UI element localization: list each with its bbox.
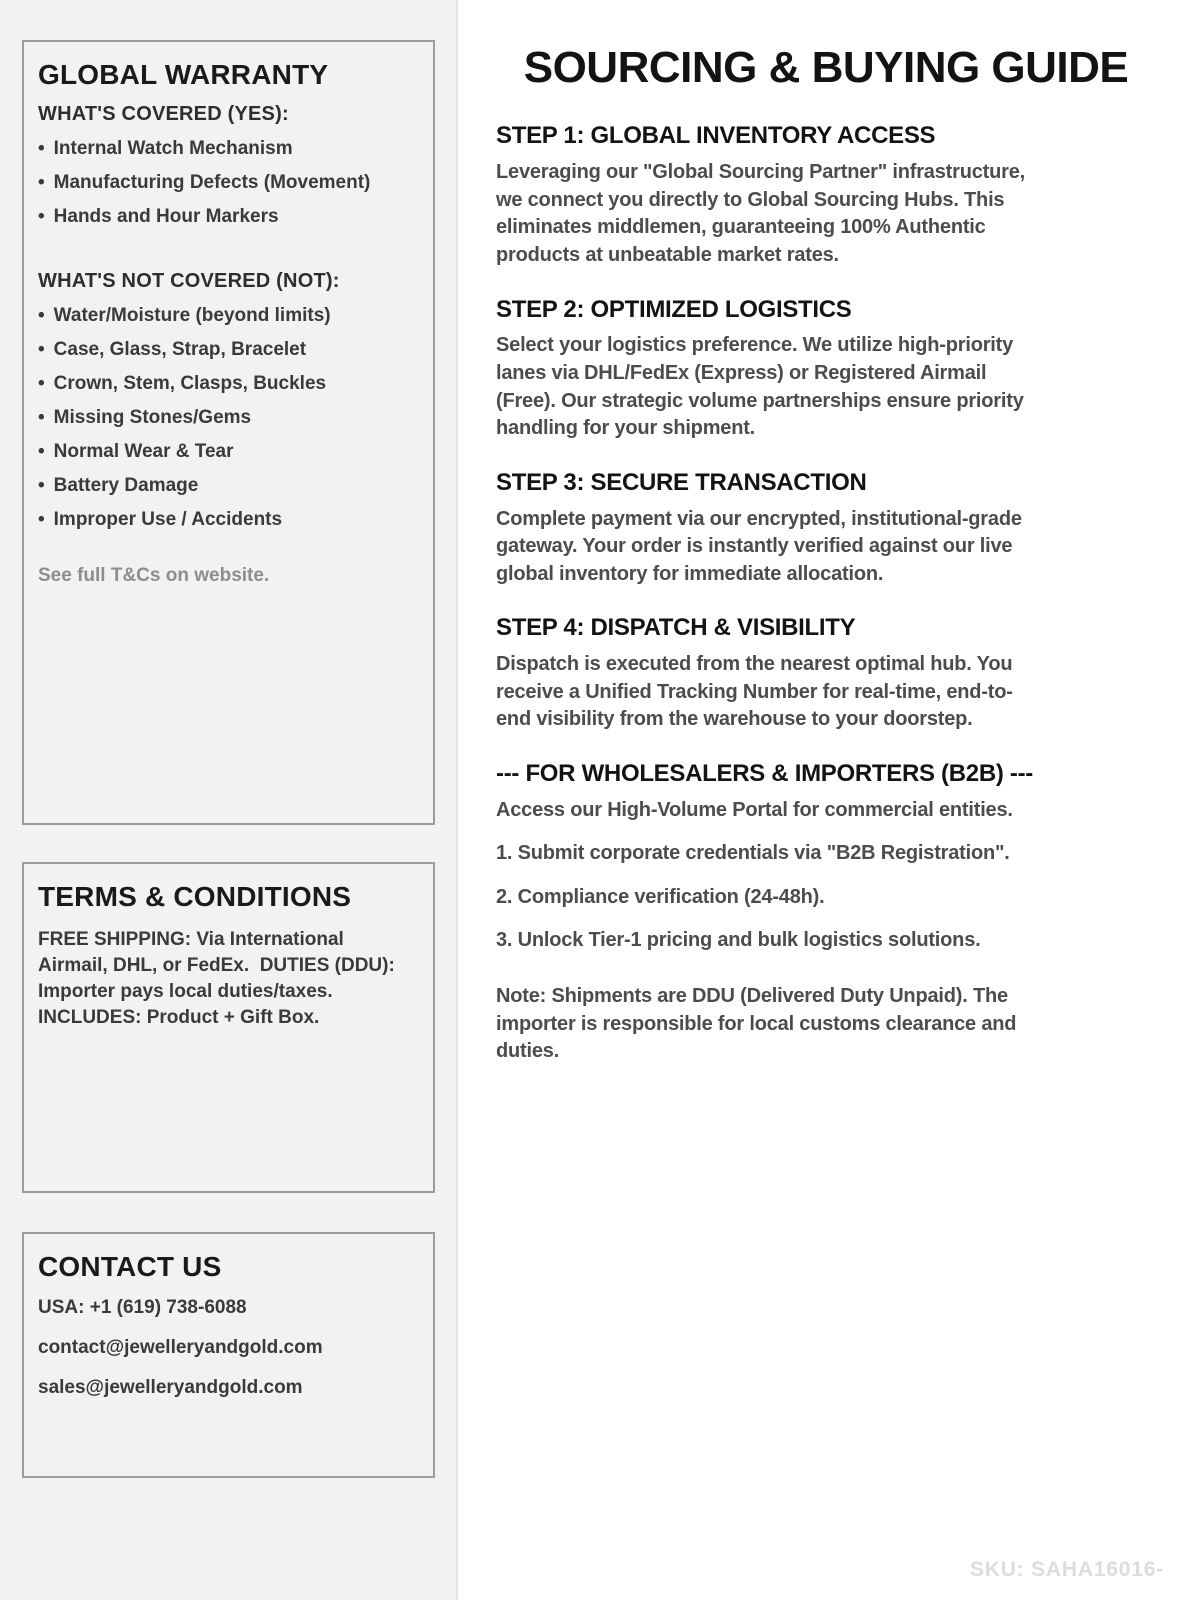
step-2-section xyxy=(496,296,1044,443)
b2b-item-2: 2. Compliance verification (24-48h). xyxy=(496,885,825,908)
terms-body: FREE SHIPPING: Via International Airmail, DHL, or FedEx. DUTIES (DDU): Importer pays local duties/taxes. INCLUDES: Product + Gift Box. xyxy=(38,928,401,1028)
list-item-label: Normal Wear & Tear xyxy=(53,440,234,462)
step-1-heading: STEP 1: GLOBAL INVENTORY ACCESS xyxy=(496,122,936,150)
step-2-body: Select your logistics preference. We utilize high-priority lanes via DHL/FedEx (Express) or Registered Airmail (Free). Our strategic volume partnerships ensure priority handling for your shipment. xyxy=(496,334,1024,440)
bullet-icon: • xyxy=(38,171,45,193)
step-3-heading: STEP 3: SECURE TRANSACTION xyxy=(496,468,867,496)
list-item xyxy=(38,170,415,196)
list-item xyxy=(38,473,415,499)
guide-main xyxy=(458,0,1200,1600)
b2b-item-3: 3. Unlock Tier-1 pricing and bulk logistics solutions. xyxy=(496,929,981,952)
terms-conditions-panel xyxy=(22,862,435,1193)
bullet-icon: • xyxy=(38,440,45,462)
list-item xyxy=(38,507,415,533)
global-warranty-panel xyxy=(22,40,435,825)
b2b-heading: --- FOR WHOLESALERS & IMPORTERS (B2B) --- xyxy=(496,759,1033,787)
list-item-label: Water/Moisture (beyond limits) xyxy=(53,304,331,326)
list-item xyxy=(38,371,415,397)
step-4-heading: STEP 4: DISPATCH & VISIBILITY xyxy=(496,614,856,642)
step-3-section xyxy=(496,469,1044,589)
step-2-heading: STEP 2: OPTIMIZED LOGISTICS xyxy=(496,295,852,323)
bullet-icon: • xyxy=(38,372,45,394)
terms-title: TERMS & CONDITIONS xyxy=(38,881,352,912)
bullet-icon: • xyxy=(38,205,45,227)
warranty-title: GLOBAL WARRANTY xyxy=(38,59,329,90)
b2b-item-1: 1. Submit corporate credentials via "B2B Registration". xyxy=(496,842,1010,865)
step-3-body: Complete payment via our encrypted, institutional-grade gateway. Your order is instantly verified against our live global inventory for immediate allocation. xyxy=(496,507,1022,585)
list-item xyxy=(38,204,415,230)
list-item-label: Case, Glass, Strap, Bracelet xyxy=(53,338,307,360)
not-covered-list xyxy=(38,303,415,533)
list-item xyxy=(38,439,415,465)
contact-us-panel xyxy=(22,1232,435,1478)
contact-title: CONTACT US xyxy=(38,1251,222,1282)
list-item-label: Manufacturing Defects (Movement) xyxy=(53,171,371,193)
list-item xyxy=(38,337,415,363)
list-item-label: Missing Stones/Gems xyxy=(53,406,252,428)
contact-phone: USA: +1 (619) 738-6088 xyxy=(38,1296,247,1318)
b2b-intro: Access our High-Volume Portal for commercial entities. xyxy=(496,798,1013,821)
b2b-note: Note: Shipments are DDU (Delivered Duty Unpaid). The importer is responsible for local customs clearance and duties. xyxy=(496,985,1017,1063)
list-item-label: Crown, Stem, Clasps, Buckles xyxy=(53,372,327,394)
sku-label: SKU: SAHA16016- xyxy=(969,1558,1164,1581)
warranty-footnote: See full T&Cs on website. xyxy=(38,564,270,586)
list-item xyxy=(38,136,415,162)
info-sidebar xyxy=(0,0,458,1600)
bullet-icon: • xyxy=(38,474,45,496)
contact-email-sales: sales@jewelleryandgold.com xyxy=(38,1376,303,1398)
covered-list xyxy=(38,136,415,230)
contact-email-primary: contact@jewelleryandgold.com xyxy=(38,1336,323,1358)
list-item xyxy=(38,405,415,431)
list-item-label: Hands and Hour Markers xyxy=(53,205,279,227)
bullet-icon: • xyxy=(38,406,45,428)
bullet-icon: • xyxy=(38,338,45,360)
not-covered-subtitle: WHAT'S NOT COVERED (NOT): xyxy=(38,269,340,292)
bullet-icon: • xyxy=(38,508,45,530)
step-4-body: Dispatch is executed from the nearest optimal hub. You receive a Unified Tracking Number for real-time, end-to-end visibility from the warehouse to your doorstep. xyxy=(496,653,1013,731)
list-item-label: Internal Watch Mechanism xyxy=(53,137,293,159)
page-title: SOURCING & BUYING GUIDE xyxy=(523,43,1129,92)
step-4-section xyxy=(496,614,1044,734)
covered-subtitle: WHAT'S COVERED (YES): xyxy=(38,102,289,125)
list-item-label: Battery Damage xyxy=(53,474,199,496)
bullet-icon: • xyxy=(38,304,45,326)
step-1-section xyxy=(496,122,1044,269)
bullet-icon: • xyxy=(38,137,45,159)
step-1-body: Leveraging our "Global Sourcing Partner" infrastructure, we connect you directly to Global Sourcing Hubs. This eliminates middlemen, guaranteeing 100% Authentic products at unbeatable market rates. xyxy=(496,161,1025,266)
b2b-section xyxy=(496,760,1044,1066)
list-item-label: Improper Use / Accidents xyxy=(53,508,283,530)
list-item xyxy=(38,303,415,329)
